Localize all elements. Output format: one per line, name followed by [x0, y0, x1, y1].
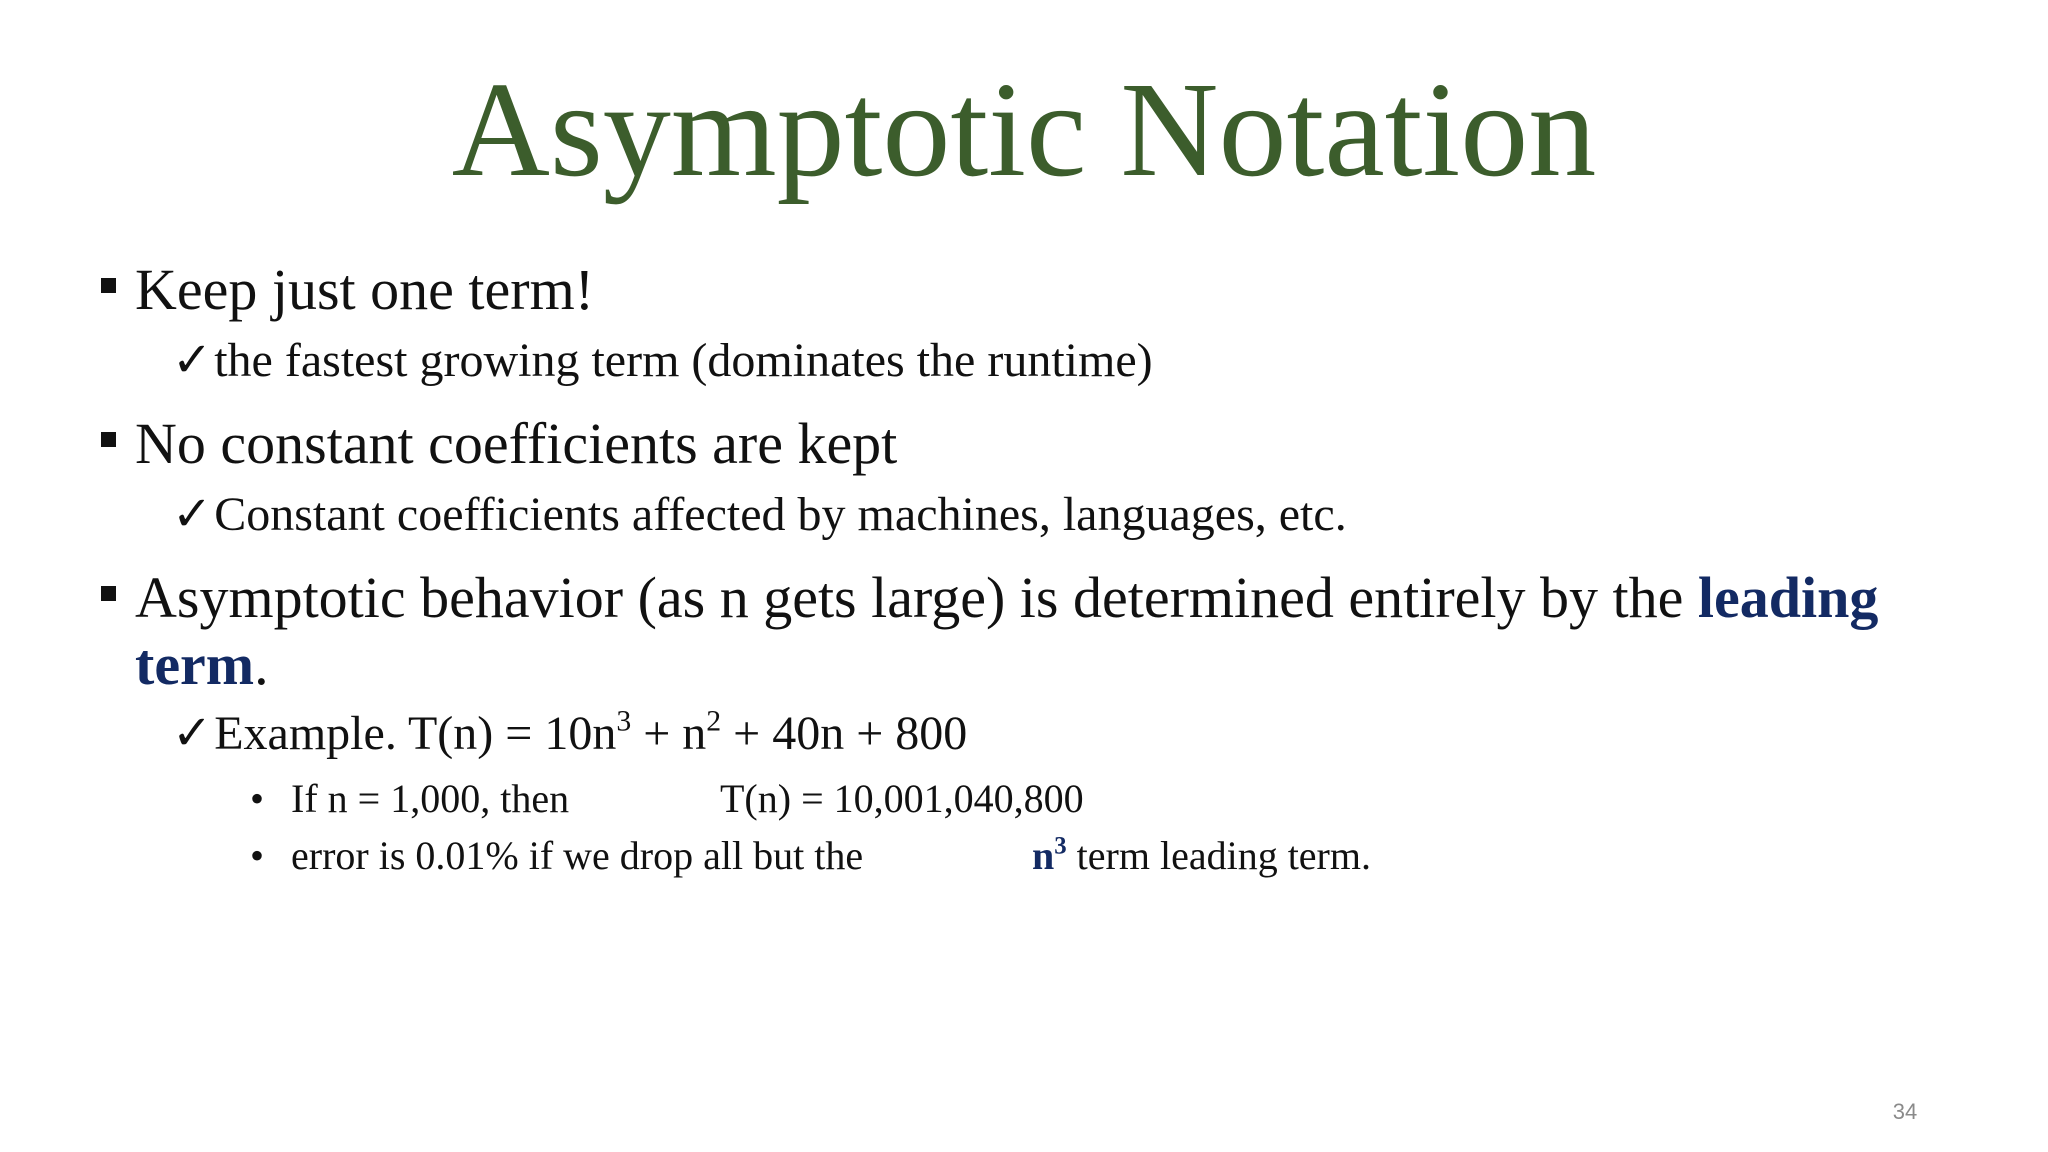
bullet-2-sub-text: Constant coefficients affected by machines, languages, etc. [214, 488, 1347, 541]
bullet-2-sub [172, 488, 1347, 541]
detail-2-right-text: term leading term. [1066, 833, 1371, 878]
slide-title: Asymptotic Notation [451, 55, 1597, 205]
n-cubed-exponent: 3 [1054, 832, 1067, 860]
example-prefix: Example. T(n) = 10n [214, 707, 617, 760]
example-exponent-2: 2 [706, 704, 722, 738]
n-cubed-term [1032, 833, 1067, 878]
term-emphasis: term [135, 632, 255, 697]
detail-2-right [1032, 832, 1371, 878]
check-icon: ✓ [172, 334, 213, 387]
check-icon: ✓ [172, 707, 213, 760]
bullet-3-period: . [254, 632, 269, 697]
bullet-1-sub [172, 334, 1153, 387]
square-bullet-icon [101, 432, 116, 447]
bullet-3-text-cont [135, 632, 269, 697]
leading-term-emphasis: leading [1697, 565, 1879, 630]
dot-bullet-icon: • [250, 776, 265, 821]
detail-1-left: If n = 1,000, then [291, 776, 570, 821]
bullet-3-text [135, 565, 1879, 630]
example-exponent-3: 3 [616, 704, 632, 738]
detail-2-left: error is 0.01% if we drop all but the [291, 833, 864, 878]
bullet-1-sub-text: the fastest growing term (dominates the runtime) [214, 334, 1153, 387]
detail-1-right: T(n) = 10,001,040,800 [720, 776, 1084, 821]
square-bullet-icon [101, 278, 116, 293]
bullet-2-text: No constant coefficients are kept [135, 411, 898, 476]
bullet-1-text: Keep just one term! [135, 257, 595, 322]
slide-number: 34 [1892, 1099, 1918, 1124]
example-suffix: + 40n + 800 [721, 707, 968, 760]
bullet-3-text-main: Asymptotic behavior (as n gets large) is determined entirely by the [135, 565, 1684, 630]
dot-bullet-icon: • [250, 833, 265, 878]
square-bullet-icon [101, 586, 116, 601]
n-cubed-base: n [1032, 833, 1055, 878]
check-icon: ✓ [172, 488, 213, 541]
example-line [172, 704, 968, 760]
example-mid: + n [631, 707, 707, 760]
